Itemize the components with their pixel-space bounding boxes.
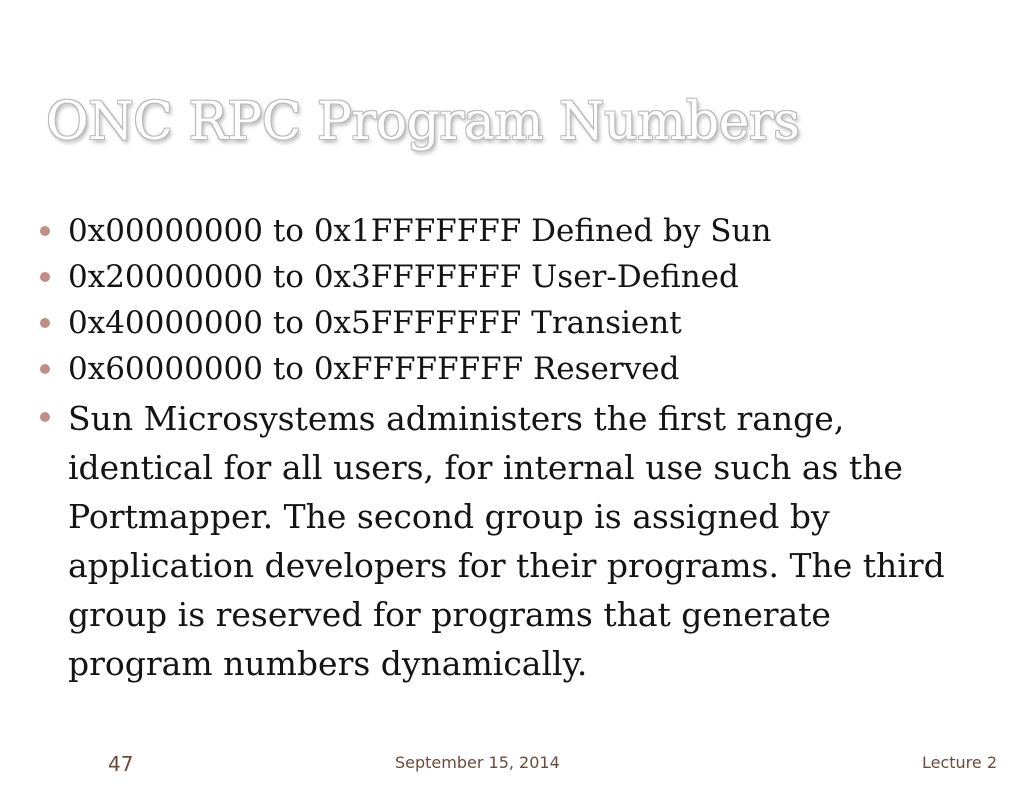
slide-number: 47 (108, 752, 134, 776)
footer-lecture: Lecture 2 (921, 753, 997, 772)
bullet-text: 0x20000000 to 0x3FFFFFFF User-Defined (68, 259, 739, 295)
bullet-item (0, 300, 1000, 346)
bullet-text: Sun Microsystems administers the first range, identical for all users, for internal use such as the Portmapper. The second group is assigned by application developers for their programs. The third group is reserved for programs that generate program numbers dynamically. (68, 399, 945, 683)
bullet-text: 0x40000000 to 0x5FFFFFFF Transient (68, 305, 682, 341)
bullet-text: 0x00000000 to 0x1FFFFFFF Defined by Sun (68, 213, 772, 249)
bullet-dot-icon (40, 226, 50, 236)
bullet-dot-icon (40, 364, 50, 374)
bullet-item (0, 208, 1000, 254)
slide-title: ONC RPC Program Numbers (46, 92, 800, 152)
bullet-item (0, 254, 1000, 300)
bullet-text: 0x60000000 to 0xFFFFFFFF Reserved (68, 351, 680, 387)
bullet-list (0, 208, 1000, 688)
bullet-dot-icon (40, 318, 50, 328)
bullet-item (0, 346, 1000, 392)
bullet-dot-icon (40, 412, 50, 422)
bullet-dot-icon (40, 272, 50, 282)
bullet-item-paragraph (0, 394, 968, 688)
footer-date: September 15, 2014 (395, 753, 560, 772)
